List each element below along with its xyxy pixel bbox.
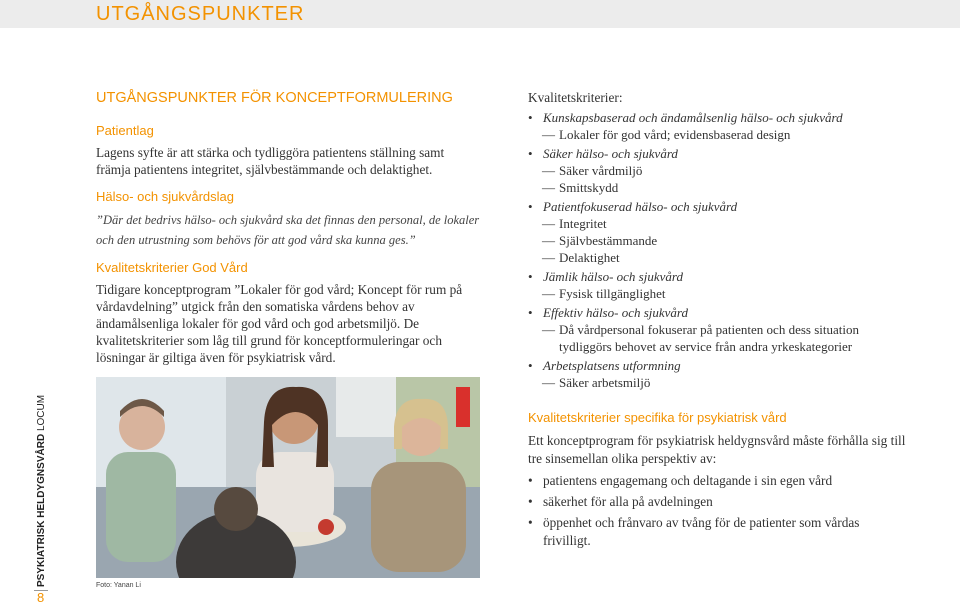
running-title-light: LOCUM <box>36 394 47 432</box>
criteria-item: • Effektiv hälso- och sjukvård <box>528 304 908 321</box>
running-title-bold: PSYKIATRISK HELDYGNSVÅRD <box>36 433 47 587</box>
hsl-quote: ”Där det bedrivs hälso- och sjukvård ska det finnas den personal, de lokaler och den utrustning som behövs för att god vård ska kunna ges.” <box>96 213 480 247</box>
criteria-label: Kvalitetskriterier: <box>528 90 623 105</box>
psychiatric-criteria <box>528 410 908 550</box>
kgv-heading: Kvalitetskriterier God Vård <box>96 260 248 275</box>
criteria-item: • Kunskapsbaserad och ändamålsenlig hälso- och sjukvård <box>528 109 908 126</box>
criteria-subitem: — Självbestämmande <box>528 232 908 249</box>
page-section-title: UTGÅNGSPUNKTER <box>96 3 305 25</box>
list-item: • patientens engagemang och deltagande i sin egen vård <box>528 472 908 490</box>
photo-caption: Foto: Yanan Li <box>96 582 141 589</box>
criteria-subitem: — Integritet <box>528 215 908 232</box>
criteria-subitem: — Lokaler för god vård; evidensbaserad design <box>528 126 908 143</box>
left-column <box>96 90 480 366</box>
criteria-subitem: — Smittskydd <box>528 179 908 196</box>
criteria-column <box>528 90 908 391</box>
psychiatric-criteria-heading: Kvalitetskriterier specifika för psykiatrisk vård <box>528 410 787 425</box>
criteria-item: • Jämlik hälso- och sjukvård <box>528 268 908 285</box>
page-number: 8 <box>37 590 45 605</box>
criteria-subitem: — Delaktighet <box>528 249 908 266</box>
criteria-item: • Säker hälso- och sjukvård <box>528 145 908 162</box>
main-heading: UTGÅNGSPUNKTER FÖR KONCEPTFORMULERING <box>96 90 453 106</box>
criteria-list <box>528 109 908 391</box>
hsl-heading: Hälso- och sjukvårdslag <box>96 189 235 204</box>
list-item: • säkerhet för alla på avdelningen <box>528 493 908 511</box>
psychiatric-criteria-list <box>528 472 908 550</box>
criteria-item: • Arbetsplatsens utformning <box>528 357 908 374</box>
criteria-item: • Patientfokuserad hälso- och sjukvård <box>528 198 908 215</box>
criteria-subitem: — Fysisk tillgänglighet <box>528 285 908 302</box>
group-photo <box>96 377 480 578</box>
group-photo-image <box>96 377 480 578</box>
patientlag-text: Lagens syfte är att stärka och tydliggöra patientens ställning samt främja patientens integritet, självbestämmande och delaktighet. <box>96 145 445 177</box>
sidebar-running-title <box>36 394 50 587</box>
list-item: • öppenhet och frånvaro av tvång för de patienter som vårdas frivilligt. <box>528 514 908 550</box>
criteria-subitem: — Då vårdpersonal fokuserar på patienten och dess situation tydliggörs behovet av service från andra yrkeskategorier <box>528 321 908 355</box>
patientlag-heading: Patientlag <box>96 123 154 138</box>
criteria-subitem: — Säker arbetsmiljö <box>528 374 908 391</box>
kgv-text: Tidigare konceptprogram ”Lokaler för god vård; Koncept för rum på vårdavdelning” utgick från den somatiska vårdens behov av ändamålsenliga lokaler för god vård och god arbetsmiljö. De kvalitetskriterier som låg till grund för konceptformuleringar och lösningar är giltiga även för psykiatrisk vård. <box>96 282 463 365</box>
criteria-subitem: — Säker vårdmiljö <box>528 162 908 179</box>
psychiatric-criteria-text: Ett konceptprogram för psykiatrisk heldygnsvård måste förhålla sig till tre sinsemellan olika perspektiv av: <box>528 433 906 466</box>
